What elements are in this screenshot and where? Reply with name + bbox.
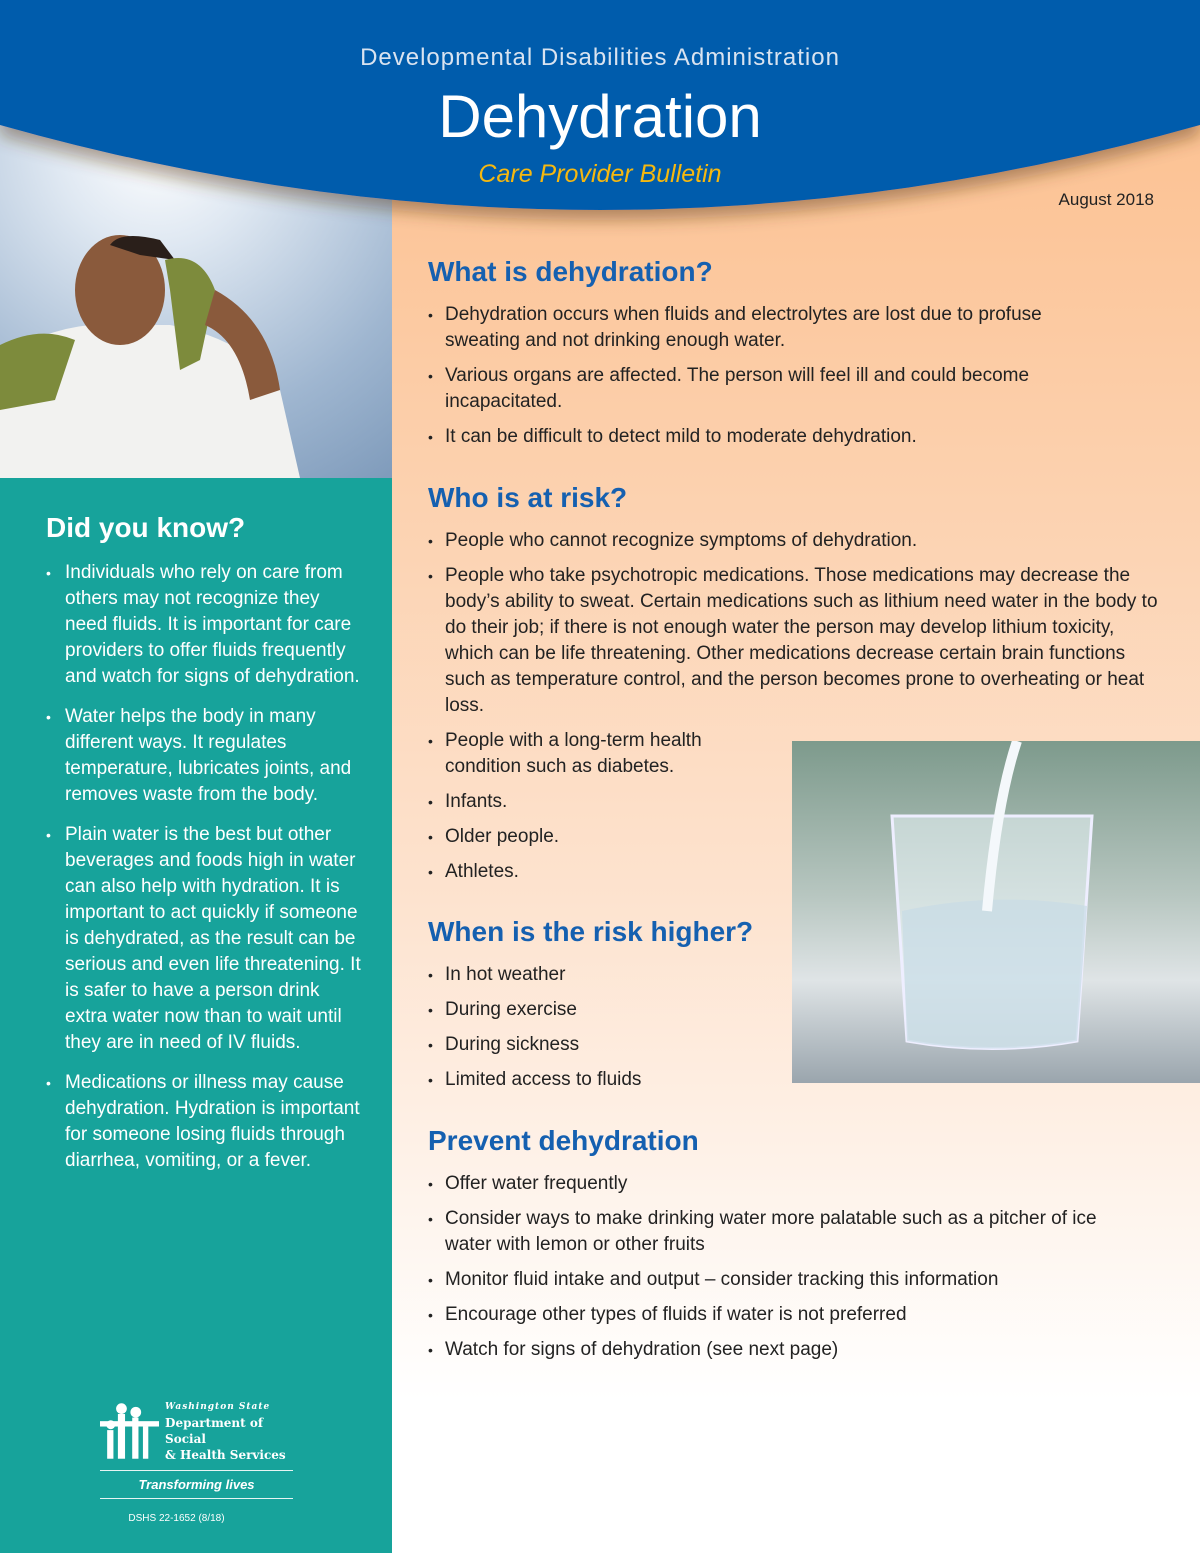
glass-illustration	[792, 741, 1200, 1083]
list-item: • Limited access to fluids	[428, 1067, 788, 1093]
list-item: • Athletes.	[428, 859, 1158, 885]
page-subtitle: Care Provider Bulletin	[478, 160, 722, 188]
family-figures-icon	[100, 1398, 159, 1464]
organization-name: Developmental Disabilities Administration	[360, 44, 840, 71]
list-item: • People who cannot recognize symptoms of dehydration.	[428, 528, 1158, 554]
list-item: • Monitor fluid intake and output – consider tracking this information	[428, 1267, 1148, 1293]
logo-state: Washington State	[165, 1402, 271, 1412]
page-title: Dehydration	[438, 83, 762, 150]
logo-dept-line1: Department of Social	[165, 1416, 264, 1446]
publication-date: August 2018	[1058, 190, 1154, 209]
section-heading: Who is at risk?	[428, 482, 628, 513]
list-item: • People who take psychotropic medications. Those medications may decrease the body’s ability to sweat. Certain medications such as lithium need water in the body to do their job; if there is not enough water the person may develop lithium toxicity, which can be life threatening. Other medications decrease certain brain functions such as temperature control, and the person becomes prone to overheating or heat loss.	[428, 563, 1158, 719]
list-item: • Medications or illness may cause dehydration. Hydration is important for someone losing fluids through diarrhea, vomiting, or a fever.	[46, 1070, 366, 1174]
list-item: • Consider ways to make drinking water more palatable such as a pitcher of ice water with lemon or other fruits	[428, 1206, 1148, 1258]
list-item: • People with a long-term health condition such as diabetes.	[428, 728, 748, 780]
list-item: • During sickness	[428, 1032, 788, 1058]
list-item: • Individuals who rely on care from others may not recognize they need fluids. It is important for care providers to offer fluids frequently and watch for signs of dehydration.	[46, 560, 366, 690]
dshs-logo	[100, 1398, 293, 1524]
section-when-risk-higher	[428, 916, 788, 1102]
list-item: • Infants.	[428, 789, 1158, 815]
logo-tagline: Transforming lives	[138, 1477, 255, 1492]
list-item: • During exercise	[428, 997, 788, 1023]
list-item: • Dehydration occurs when fluids and electrolytes are lost due to profuse sweating and not drinking enough water.	[428, 302, 1108, 354]
list-item: • It can be difficult to detect mild to moderate dehydration.	[428, 424, 1108, 450]
section-prevent-dehydration	[428, 1125, 1148, 1372]
form-number: DSHS 22-1652 (8/18)	[128, 1513, 225, 1524]
list-item: • Water helps the body in many different ways. It regulates temperature, lubricates joints, and removes waste from the body.	[46, 704, 366, 808]
did-you-know-box	[46, 512, 366, 1188]
photo-glass-of-water	[792, 741, 1200, 1083]
list-item: • Offer water frequently	[428, 1171, 1148, 1197]
divider	[100, 1470, 293, 1471]
section-heading: What is dehydration?	[428, 256, 713, 287]
list-item: • In hot weather	[428, 962, 788, 988]
list-item: • Plain water is the best but other beverages and foods high in water can also help with hydration. It is important to act quickly if someone is dehydrated, as the result can be serious and even life threatening. It is safer to have a person drink extra water now than to wait until they are in need of IV fluids.	[46, 822, 366, 1056]
list-item: • Encourage other types of fluids if water is not preferred	[428, 1302, 1148, 1328]
section-heading: Prevent dehydration	[428, 1125, 699, 1156]
divider	[100, 1498, 293, 1499]
logo-dept-line2: & Health Services	[165, 1448, 286, 1462]
list-item: • Older people.	[428, 824, 1158, 850]
sidebar-heading: Did you know?	[46, 512, 246, 543]
section-heading: When is the risk higher?	[428, 916, 754, 947]
section-what-is-dehydration	[428, 256, 1108, 459]
list-item: • Various organs are affected. The person will feel ill and could become incapacitated.	[428, 363, 1108, 415]
list-item: • Watch for signs of dehydration (see next page)	[428, 1337, 1148, 1363]
person-illustration	[0, 230, 300, 478]
